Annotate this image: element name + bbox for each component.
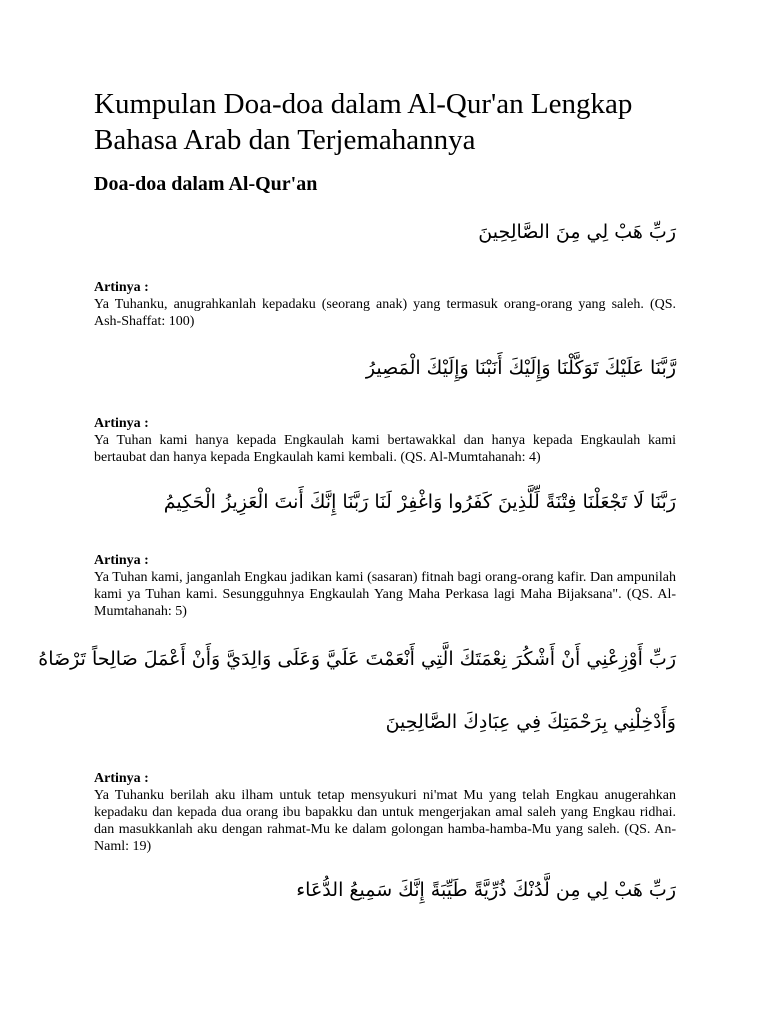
translation-text: Ya Tuhanku, anugrahkanlah kepadaku (seorang anak) yang termasuk orang-orang yang saleh. (QS. Ash-Shaffat: 100) [94, 297, 676, 329]
translation-block-4 [94, 770, 676, 855]
translation-label: Artinya : [94, 416, 149, 431]
translation-block-1 [94, 279, 676, 330]
translation-label: Artinya : [94, 771, 149, 786]
arabic-verse-5: رَبِّ هَبْ لِي مِن لَّدُنْكَ ذُرِّيَّةً طَيِّبَةً إِنَّكَ سَمِيعُ الدُّعَاء [296, 879, 676, 901]
arabic-verse-3: رَبَّنَا لَا تَجْعَلْنَا فِتْنَةً لِّلَّذِينَ كَفَرُوا وَاغْفِرْ لَنَا رَبَّنَا إِنَّكَ أَنتَ الْعَزِيزُ الْحَكِيمُ [163, 491, 676, 513]
section-heading: Doa-doa dalam Al-Qur'an [94, 173, 318, 195]
arabic-verse-1: رَبِّ هَبْ لِي مِنَ الصَّالِحِينَ [478, 221, 676, 243]
arabic-verse-2: رَّبَّنَا عَلَيْكَ تَوَكَّلْنَا وَإِلَيْكَ أَنَبْنَا وَإِلَيْكَ الْمَصِيرُ [365, 357, 676, 379]
translation-text: Ya Tuhan kami, janganlah Engkau jadikan kami (sasaran) fitnah bagi orang-orang kafir. Dan ampunilah kami ya Tuhan kami. Sesungguhnya Engkaulah Yang Maha Perkasa lagi Maha Bijaksana". (QS. Al-Mumtahanah: 5) [94, 570, 676, 619]
translation-block-3 [94, 552, 676, 620]
translation-block-2 [94, 415, 676, 466]
page-title: Kumpulan Doa-doa dalam Al-Qur'an Lengkap Bahasa Arab dan Terjemahannya [94, 88, 633, 156]
translation-text: Ya Tuhanku berilah aku ilham untuk tetap mensyukuri ni'mat Mu yang telah Engkau anugerahkan kepadaku dan kepada dua orang ibu bapakku dan untuk mengerjakan amal saleh yang Engkau ridhai. dan masukkanlah aku dengan rahmat-Mu ke dalam golongan hamba-hamba-Mu yang saleh. (QS. An-Naml: 19) [94, 788, 676, 854]
arabic-verse-4-line-1: رَبِّ أَوْزِعْنِي أَنْ أَشْكُرَ نِعْمَتَكَ الَّتِي أَنْعَمْتَ عَلَيَّ وَعَلَى وَالِدَيَّ وَأَنْ أَعْمَلَ صَالِحاً تَرْضَاهُ [38, 648, 676, 670]
translation-label: Artinya : [94, 553, 149, 568]
translation-text: Ya Tuhan kami hanya kepada Engkaulah kami bertawakkal dan hanya kepada Engkaulah kami bertaubat dan hanya kepada Engkaulah kami kembali. (QS. Al-Mumtahanah: 4) [94, 433, 676, 465]
translation-label: Artinya : [94, 280, 149, 295]
arabic-verse-4-line-2: وَأَدْخِلْنِي بِرَحْمَتِكَ فِي عِبَادِكَ الصَّالِحِينَ [385, 711, 676, 733]
